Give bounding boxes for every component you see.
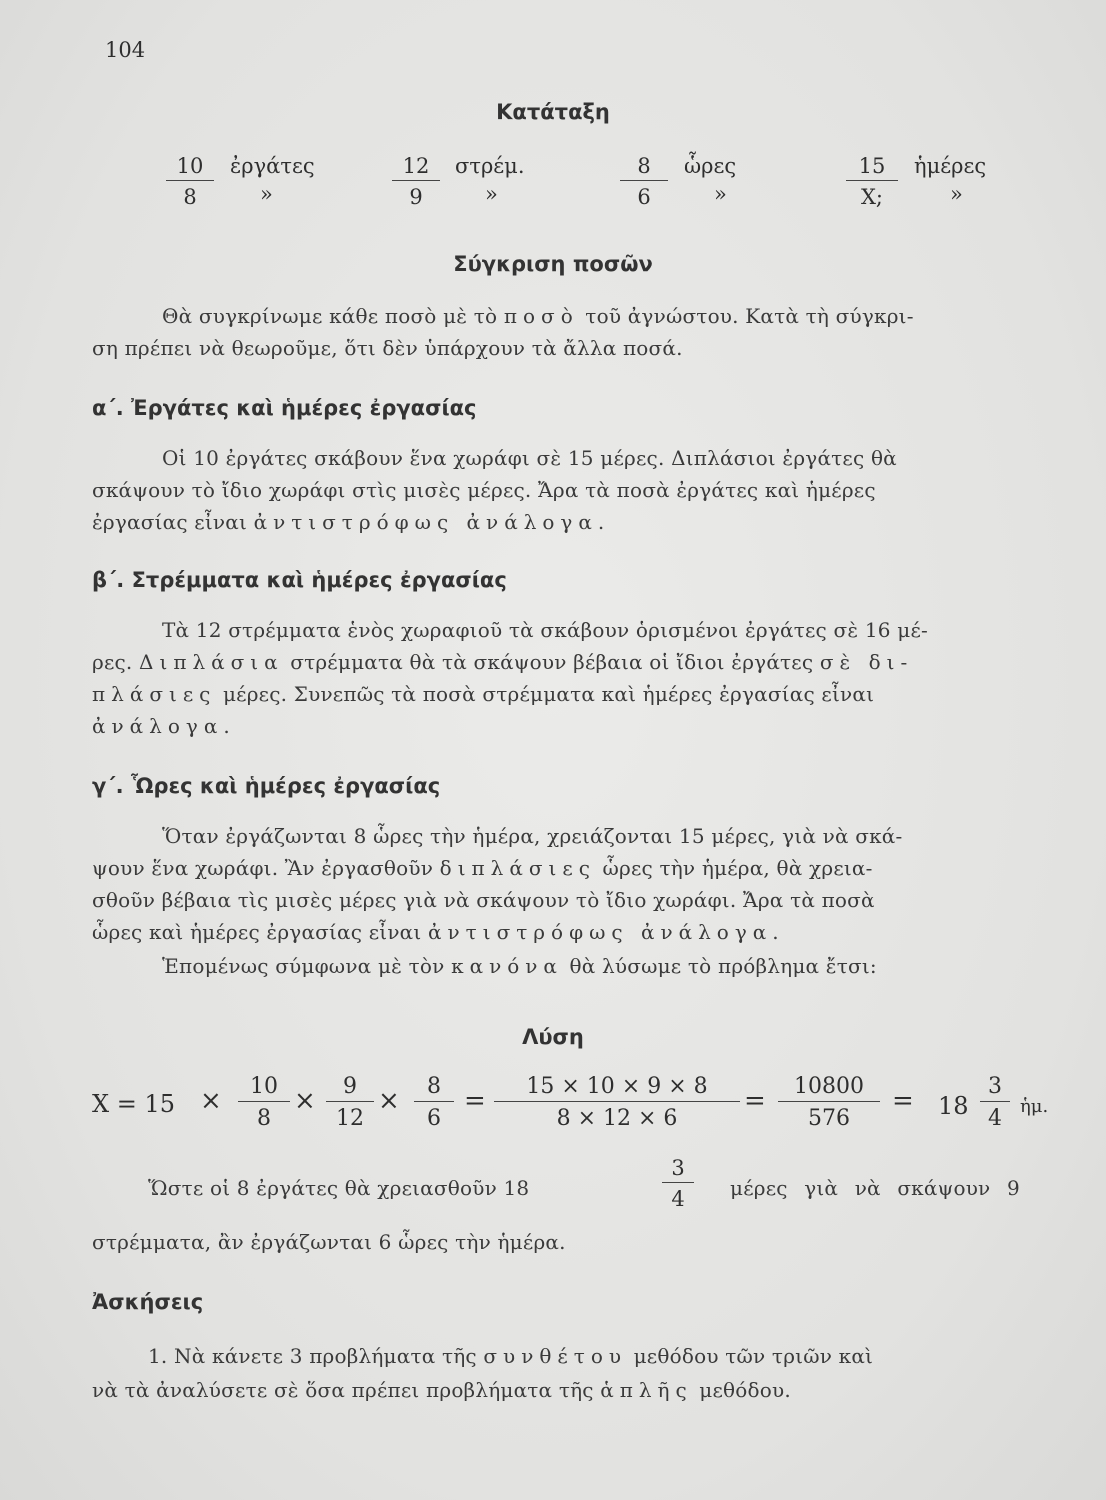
exercise-1-line-2 — [92, 1374, 1092, 1406]
fraction-2-denominator: 12 — [336, 1106, 364, 1131]
section-c-line-2 — [92, 852, 1092, 884]
conclusion-line-1a: Ὥστε οἱ 8 ἐργάτες θὰ χρειασθοῦν 18 — [148, 1176, 530, 1200]
section-b-line-1: Τὰ 12 στρέμματα ἑνὸς χωραφιοῦ τὰ σκάβουν ὁρισμένοι ἐργάτες σὲ 16 μέ- — [162, 618, 928, 642]
section-c-text-spaced-2: διπλάσιες — [439, 856, 596, 880]
exercise-1-text-2b: μεθόδου. — [692, 1378, 791, 1402]
section-b-text-3b: μέρες. Συνεπῶς τὰ ποσὰ στρέμματα καὶ ἡμέρες ἐργασίας εἶναι — [216, 682, 875, 706]
unit-days-repeat: » — [950, 182, 963, 206]
conclusion-denominator: 4 — [671, 1187, 685, 1211]
section-c-text-5a: Ἑπομένως σύμφωνα μὲ τὸν — [162, 954, 452, 978]
fraction-stremmata — [392, 154, 440, 209]
section-b-text-2b: στρέμματα θὰ τὰ σκάψουν βέβαια οἱ ἴδιοι ἐργάτες — [283, 650, 820, 674]
fraction-1-denominator: 8 — [257, 1106, 271, 1131]
section-b-line-4 — [92, 710, 1092, 742]
fraction-5-denominator: 576 — [808, 1106, 850, 1131]
conclusion-line-1b: μέρες γιὰ νὰ σκάψουν 9 — [730, 1176, 1020, 1200]
comparison-line-2: ση πρέπει νὰ θεωροῦμε, ὅτι δὲν ὑπάρχουν τὰ ἄλλα ποσά. — [92, 336, 683, 360]
section-c-text-spaced-5: κανόνα — [451, 954, 563, 978]
days-top: 15 — [846, 154, 898, 181]
solution-fraction-5 — [778, 1074, 880, 1131]
section-b-line-2 — [92, 646, 1092, 678]
comparison-line-1 — [162, 300, 1092, 332]
unit-workers-repeat: » — [260, 182, 273, 206]
comparison-text-spaced: ποσὸ — [503, 304, 579, 328]
exercise-1-line-1 — [148, 1340, 1092, 1372]
result-unit: ἡμ. — [1020, 1096, 1049, 1117]
unit-hours-label: ὧρες — [684, 154, 737, 178]
unit-days-label: ἡμέρες — [914, 154, 987, 178]
fraction-5-numerator: 10800 — [778, 1074, 880, 1102]
section-a-line-3 — [92, 506, 1092, 538]
stremmata-bottom: 9 — [409, 185, 423, 209]
section-c-line-5 — [162, 950, 1092, 982]
solution-title: Λύση — [522, 1025, 584, 1049]
hours-bottom: 6 — [637, 185, 651, 209]
section-c-title: γ΄. Ὧρες καὶ ἡμέρες ἐργασίας — [92, 774, 441, 798]
fraction-hours — [620, 154, 668, 209]
classification-title: Κατάταξη — [496, 100, 610, 124]
page-number: 104 — [105, 38, 146, 62]
fraction-3-numerator: 8 — [414, 1074, 454, 1102]
fraction-workers — [166, 154, 214, 209]
exercise-1-text-2a: νὰ τὰ ἀναλύσετε σὲ ὅσα πρέπει προβλήματα τῆς — [92, 1378, 601, 1402]
result-numerator: 3 — [980, 1074, 1010, 1102]
unit-hours-repeat: » — [714, 182, 727, 206]
unit-stremmata — [455, 154, 525, 206]
section-c-text-4a: ὧρες καὶ ἡμέρες ἐργασίας εἶναι — [92, 920, 428, 944]
exercise-1-text-b: μεθόδου τῶν τριῶν καὶ — [627, 1344, 874, 1368]
times-sign-2: × — [294, 1086, 316, 1116]
fraction-days — [846, 154, 898, 209]
unit-days — [914, 154, 986, 206]
solution-fraction-3 — [414, 1074, 454, 1131]
result-fraction — [980, 1074, 1010, 1131]
stremmata-top: 12 — [392, 154, 440, 181]
workers-bottom: 8 — [183, 185, 197, 209]
unit-hours — [684, 154, 736, 206]
unit-workers-label: ἐργάτες — [230, 154, 315, 178]
times-sign-1: × — [200, 1086, 222, 1116]
section-b-text-spaced-2: σὲ δι- — [819, 650, 914, 674]
conclusion-numerator: 3 — [662, 1156, 694, 1183]
equals-sign-3: = — [892, 1086, 914, 1116]
unit-stremmata-repeat: » — [485, 182, 498, 206]
times-sign-3: × — [378, 1086, 400, 1116]
section-c-text-5b: θὰ λύσωμε τὸ πρόβλημα ἔτσι: — [562, 954, 877, 978]
comparison-title: Σύγκριση ποσῶν — [453, 252, 653, 276]
unit-stremmata-label: στρέμ. — [455, 154, 525, 178]
fraction-1-numerator: 10 — [238, 1074, 290, 1102]
exercises-title: Ἀσκήσεις — [92, 1290, 204, 1314]
result-denominator: 4 — [988, 1106, 1002, 1131]
solution-fraction-1 — [238, 1074, 290, 1131]
days-bottom: Χ; — [860, 185, 884, 209]
section-c-line-3: σθοῦν βέβαια τὶς μισὲς μέρες γιὰ νὰ σκάψουν τὸ ἴδιο χωράφι. Ἄρα τὰ ποσὰ — [92, 888, 875, 912]
fraction-4-denominator: 8 × 12 × 6 — [556, 1106, 678, 1131]
section-b-text-2a: ρες. — [92, 650, 140, 674]
exercise-1-text-spaced-2: ἁπλῆς — [600, 1378, 693, 1402]
fraction-2-numerator: 9 — [326, 1074, 374, 1102]
workers-top: 10 — [166, 154, 214, 181]
fraction-4-numerator: 15 × 10 × 9 × 8 — [494, 1074, 740, 1102]
section-c-text-2b: ὧρες τὴν ἡμέρα, θὰ χρεια- — [595, 856, 873, 880]
section-c-line-4 — [92, 916, 1092, 948]
section-c-line-1: Ὅταν ἐργάζωνται 8 ὧρες τὴν ἡμέρα, χρειάζονται 15 μέρες, γιὰ νὰ σκά- — [162, 824, 903, 848]
section-a-title: α΄. Ἐργάτες καὶ ἡμέρες ἐργασίας — [92, 396, 477, 420]
equals-sign-1: = — [464, 1086, 486, 1116]
section-b-line-3 — [92, 678, 1092, 710]
conclusion-line-2: στρέμματα, ἂν ἐργάζωνται 6 ὧρες τὴν ἡμέρα. — [92, 1230, 566, 1254]
conclusion-fraction — [662, 1156, 694, 1211]
section-a-text-spaced: ἀντιστρόφως ἀνάλογα. — [253, 510, 611, 534]
section-a-line-1: Οἱ 10 ἐργάτες σκάβουν ἕνα χωράφι σὲ 15 μέρες. Διπλάσιοι ἐργάτες θὰ — [162, 446, 897, 470]
comparison-text-1a: Θὰ συγκρίνωμε κάθε ποσὸ μὲ τὸ — [162, 304, 504, 328]
unit-workers — [230, 154, 315, 206]
solution-fraction-4 — [494, 1074, 740, 1131]
section-b-text-spaced-3: πλάσιες — [92, 682, 217, 706]
section-a-text-3a: ἐργασίας εἶναι — [92, 510, 254, 534]
section-c-text-2a: ψουν ἕνα χωράφι. Ἂν ἐργασθοῦν — [92, 856, 440, 880]
section-a-line-2: σκάψουν τὸ ἴδιο χωράφι στὶς μισὲς μέρες. Ἄρα τὰ ποσὰ ἐργάτες καὶ ἡμέρες — [92, 478, 876, 502]
fraction-3-denominator: 6 — [427, 1106, 441, 1131]
exercise-1-text-spaced: συνθέτου — [483, 1344, 628, 1368]
comparison-text-1b: τοῦ ἀγνώστου. Κατὰ τὴ σύγκρι- — [578, 304, 914, 328]
exercise-1-text-a: 1. Νὰ κάνετε 3 προβλήματα τῆς — [148, 1344, 484, 1368]
hours-top: 8 — [620, 154, 668, 181]
section-b-text-spaced-4: ἀνάλογα. — [92, 714, 236, 738]
solution-fraction-2 — [326, 1074, 374, 1131]
result-whole: 18 — [938, 1092, 969, 1120]
equals-sign-2: = — [744, 1086, 766, 1116]
section-b-text-spaced-1: Διπλάσια — [139, 650, 284, 674]
section-b-title: β΄. Στρέμματα καὶ ἡμέρες ἐργασίας — [92, 568, 507, 592]
section-c-text-spaced-4: ἀντιστρόφως ἀνάλογα. — [428, 920, 785, 944]
solution-lhs: Χ = 15 — [92, 1090, 175, 1118]
